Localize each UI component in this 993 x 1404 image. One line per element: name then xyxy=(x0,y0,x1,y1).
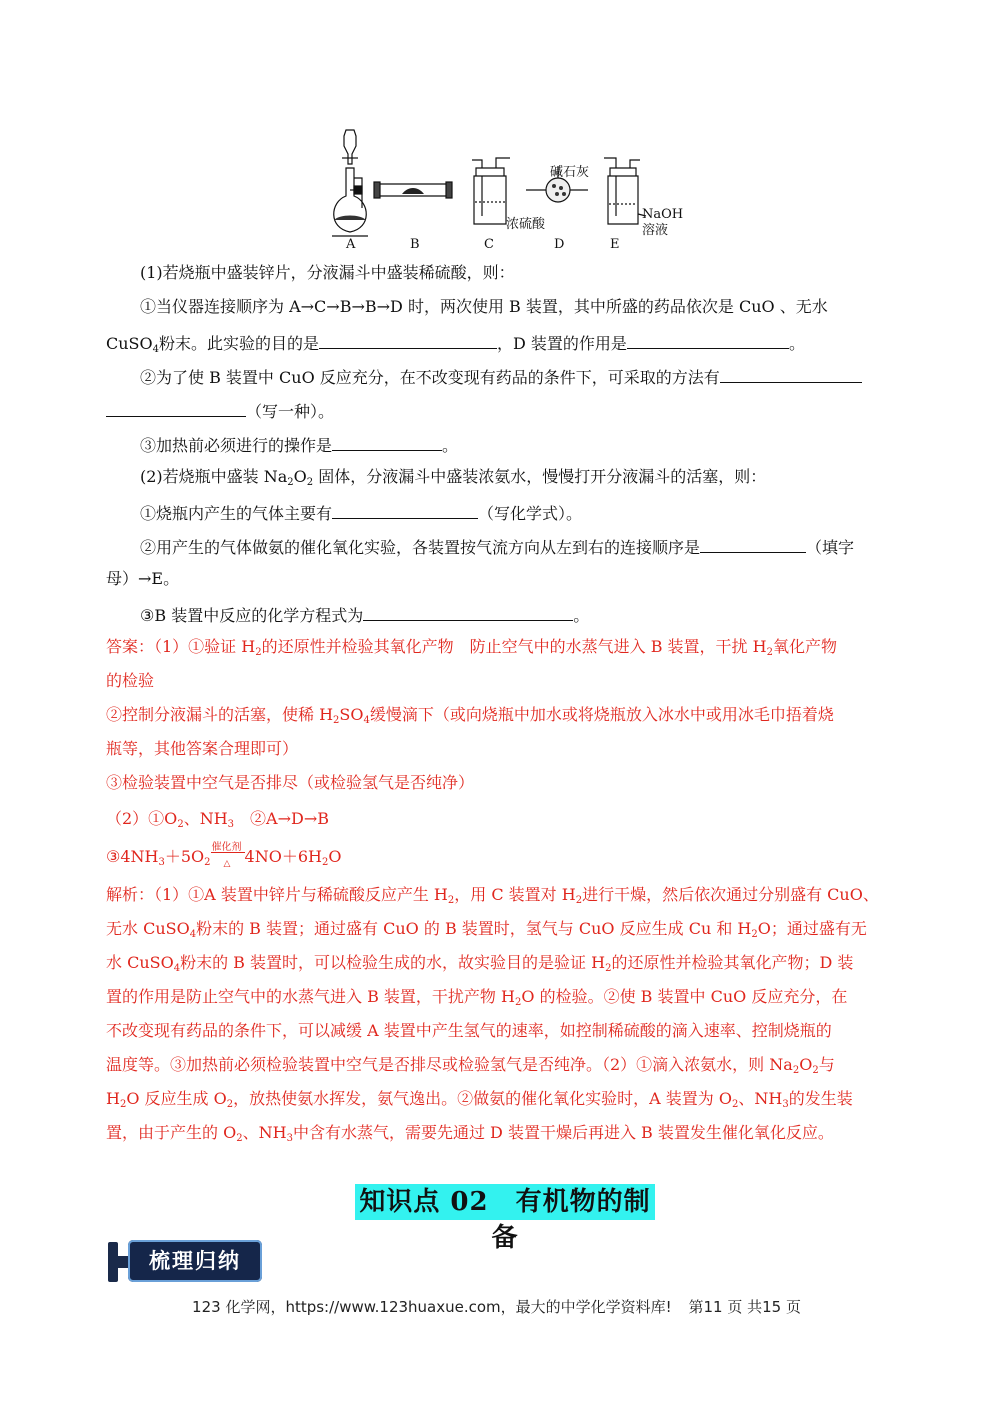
answer-blank[interactable] xyxy=(700,534,806,553)
summary-badge xyxy=(108,1240,264,1284)
footer-site: 123 化学网，https://www.123huaxue.com，最大的中学化学资料库! xyxy=(192,1298,672,1316)
page-footer xyxy=(0,1296,993,1317)
analysis-line-7: $H_2O$ 反应生成 $O_2$，放热使氨水挥发，氨气逸出。②做氨的催化氧化实验时，A 装置为 $O_2$、$NH_3$的发生装 xyxy=(106,1089,853,1110)
label-c: C xyxy=(484,237,494,252)
question-p2-intro: (2)若烧瓶中盛装 $Na_2O_2$ 固体，分液漏斗中盛装浓氨水，慢慢打开分液漏斗的活塞，则： xyxy=(140,467,767,488)
question-p1-q1: ①当仪器连接顺序为 A→C→B→B→D 时，两次使用 B 装置，其中所盛的药品依次是 CuO 、无水 xyxy=(140,297,828,316)
section-title: 知识点 02 有机物的制备 xyxy=(355,1184,655,1220)
question-p2-q2-cont: 母）→E。 xyxy=(106,569,180,588)
question-p2-q1: ①烧瓶内产生的气体主要有 （写化学式）。 xyxy=(140,500,906,525)
question-p1-intro: (1)若烧瓶中盛装锌片，分液漏斗中盛装稀硫酸，则： xyxy=(140,263,515,282)
question-p1-q3: ③加热前必须进行的操作是 。 xyxy=(140,432,906,457)
summary-badge-label: 梳理归纳 xyxy=(149,1249,241,1273)
analysis-line-3: 水 CuSO$_4$粉末的 B 装置时，可以检验生成的水，故实验目的是验证 $H_2$的还原性并检验其氧化产物；D 装 xyxy=(106,953,854,974)
catalyst-condition: 催化剂 △ xyxy=(211,846,245,864)
analysis-line-1: 解析：（1）①A 装置中锌片与稀硫酸反应产生 $H_2$，用 C 装置对 $H_2$进行干燥，然后依次通过分别盛有 CuO、 xyxy=(106,885,879,906)
label-d: D xyxy=(554,237,565,252)
answer-line-7-equation: $③4NH_3+5O_2$ 催化剂 △ $4NO+6H_2O$ xyxy=(106,842,342,869)
annotation-soda-lime: 碱石灰 xyxy=(550,165,590,180)
question-p2-q3: ③B 装置中反应的化学方程式为 。 xyxy=(140,602,906,627)
answer-blank[interactable] xyxy=(332,432,442,451)
question-p1-q2: ②为了使 B 装置中 CuO 反应充分，在不改变现有药品的条件下，可采取的方法有 xyxy=(140,364,906,389)
answer-line-4: 瓶等，其他答案合理即可） xyxy=(106,739,299,758)
apparatus-c-bottle xyxy=(472,158,510,224)
answer-line-2: 的检验 xyxy=(106,671,155,690)
answer-blank[interactable] xyxy=(627,330,789,349)
analysis-line-4: 置的作用是防止空气中的水蒸气进入 B 装置，干扰产物 $H_2O$ 的检验。②使 B 装置中 CuO 反应充分，在 xyxy=(106,987,848,1008)
question-p1-q2-cont: （写一种）。 xyxy=(106,398,906,423)
answer-blank[interactable] xyxy=(720,364,862,383)
apparatus-figure xyxy=(326,124,686,254)
analysis-line-5: 不改变现有药品的条件下，可以减缓 A 装置中产生氢气的速率，如控制稀硫酸的滴入速率、控制烧瓶的 xyxy=(106,1021,832,1040)
analysis-line-8: 置，由于产生的 $O_2$、$NH_3$中含有水蒸气，需要先通过 D 装置干燥后再进入 B 装置发生催化氧化反应。 xyxy=(106,1123,834,1144)
annotation-naoh: NaOH xyxy=(642,207,684,222)
question-p2-q2: ②用产生的气体做氨的催化氧化实验，各装置按气流方向从左到右的连接顺序是 （填字 xyxy=(140,534,906,559)
apparatus-a-flask xyxy=(332,130,368,236)
answer-blank[interactable] xyxy=(363,602,573,621)
annotation-solution: 溶液 xyxy=(642,223,669,238)
answer-line-1: 答案：（1）①验证 $H_2$的还原性并检验其氧化产物 防止空气中的水蒸气进入 B 装置，干扰 $H_2$氧化产物 xyxy=(106,637,837,658)
answer-blank[interactable] xyxy=(319,330,497,349)
answer-line-3: ②控制分液漏斗的活塞，使稀 $H_2SO_4$缓慢滴下（或向烧瓶中加水或将烧瓶放入冰水中或用冰毛巾捂着烧 xyxy=(106,705,834,726)
analysis-line-2: 无水 CuSO$_4$粉末的 B 装置；通过盛有 CuO 的 B 装置时，氢气与 CuO 反应生成 Cu 和 $H_2O$；通过盛有无 xyxy=(106,919,867,940)
label-e: E xyxy=(610,237,620,252)
label-b: B xyxy=(410,237,420,252)
apparatus-b-tube xyxy=(350,182,452,198)
answer-line-6: $(2)①O_2$、$NH_3$ ②A→D→B xyxy=(106,809,329,830)
question-p1-q1-cont: CuSO$_4$粉末。此实验的目的是 ，D 装置的作用是 。 xyxy=(106,330,906,355)
footer-page-number: 第11 页 共15 页 xyxy=(688,1298,801,1316)
analysis-line-6: 温度等。③加热前必须检验装置中空气是否排尽或检验氢气是否纯净。（2）①滴入浓氨水，则 $Na_2O_2$与 xyxy=(106,1055,835,1076)
label-a: A xyxy=(346,237,356,252)
annotation-conc-sulfuric: 浓硫酸 xyxy=(506,217,546,232)
answer-blank[interactable] xyxy=(332,500,478,519)
apparatus-e-bottle xyxy=(604,158,646,224)
answer-line-5: ③检验装置中空气是否排尽（或检验氢气是否纯净） xyxy=(106,773,475,792)
answer-blank[interactable] xyxy=(106,398,246,417)
